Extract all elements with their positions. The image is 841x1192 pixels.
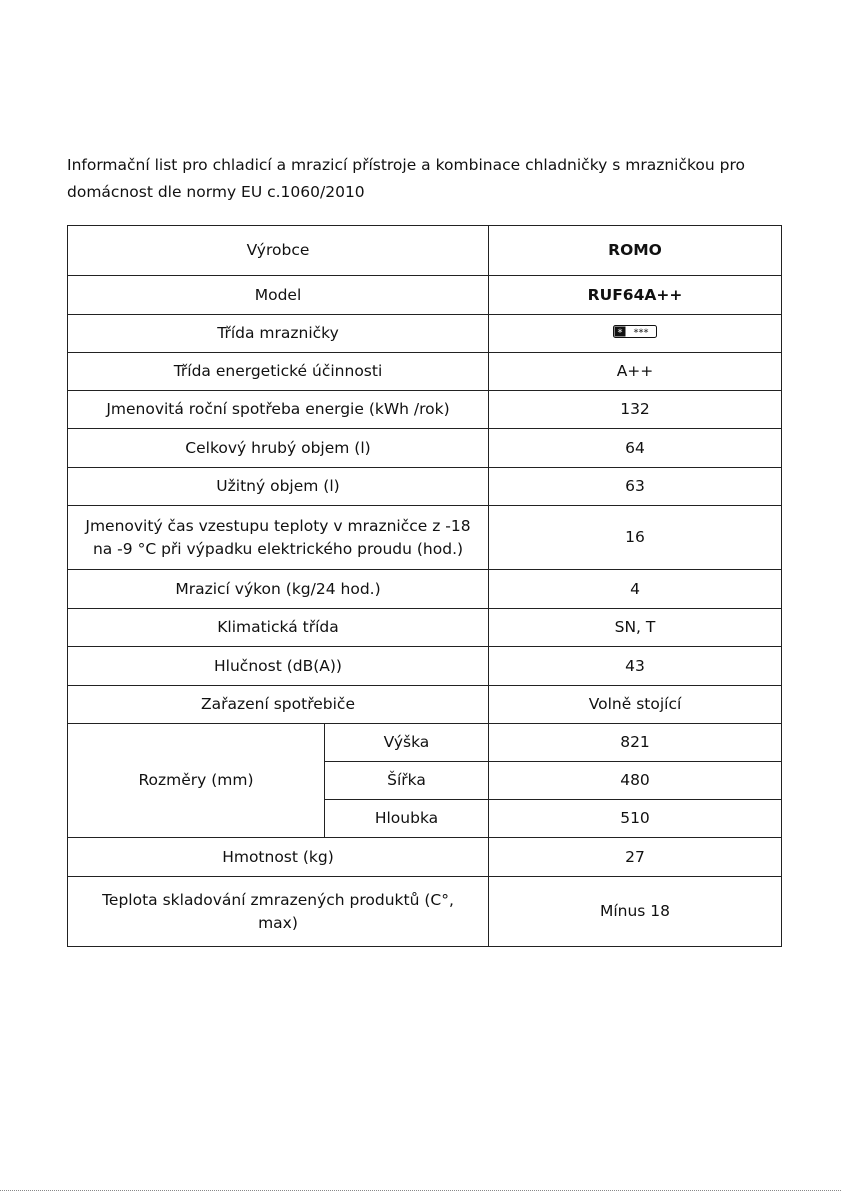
value-annual-consumption: 132: [489, 391, 782, 429]
label-annual-consumption: Jmenovitá roční spotřeba energie (kWh /rok): [68, 391, 489, 429]
intro-line-1: Informační list pro chladicí a mrazicí přístroje a kombinace chladničky s mrazničkou pro: [67, 156, 746, 174]
label-storage-line-1: Teplota skladování zmrazených produktů (C°,: [102, 890, 454, 909]
table-row: [68, 506, 782, 570]
table-row: [68, 276, 782, 315]
table-row: [68, 226, 782, 276]
table-row: [68, 570, 782, 609]
value-climate-class: SN, T: [489, 609, 782, 647]
label-depth: Hloubka: [325, 800, 489, 838]
value-usable-volume: 63: [489, 468, 782, 506]
value-temperature-rise-time: 16: [489, 506, 782, 570]
label-storage-temperature: [68, 877, 489, 947]
label-temperature-rise-line-1: Jmenovitý čas vzestupu teploty v mrazničce z -18: [85, 516, 471, 535]
value-freezing-capacity: 4: [489, 570, 782, 609]
table-row: [68, 838, 782, 877]
label-manufacturer: Výrobce: [68, 226, 489, 276]
spec-table: [67, 225, 782, 947]
value-model: RUF64A++: [489, 276, 782, 315]
table-row: [68, 647, 782, 686]
value-depth: 510: [489, 800, 782, 838]
label-model: Model: [68, 276, 489, 315]
table-row: [68, 353, 782, 391]
value-appliance-type: Volně stojící: [489, 686, 782, 724]
label-temperature-rise-line-2: na -9 °C při výpadku elektrického proudu (hod.): [92, 539, 464, 558]
four-star-freezer-icon: [613, 322, 657, 345]
value-height: 821: [489, 724, 782, 762]
value-storage-temperature: Mínus 18: [489, 877, 782, 947]
label-dimensions: Rozměry (mm): [68, 724, 325, 838]
intro-text: [67, 152, 787, 206]
label-noise: Hlučnost (dB(A)): [68, 647, 489, 686]
value-gross-volume: 64: [489, 429, 782, 468]
label-usable-volume: Užitný objem (l): [68, 468, 489, 506]
label-gross-volume: Celkový hrubý objem (l): [68, 429, 489, 468]
table-row: [68, 609, 782, 647]
table-row: [68, 724, 782, 762]
label-climate-class: Klimatická třída: [68, 609, 489, 647]
svg-text:*: *: [617, 327, 623, 338]
label-width: Šířka: [325, 762, 489, 800]
table-row: [68, 315, 782, 353]
label-temperature-rise-time: [68, 506, 489, 570]
table-row: [68, 429, 782, 468]
label-energy-class: Třída energetické účinnosti: [68, 353, 489, 391]
label-height: Výška: [325, 724, 489, 762]
bottom-dotted-edge: [0, 1190, 841, 1191]
table-row: [68, 391, 782, 429]
label-weight: Hmotnost (kg): [68, 838, 489, 877]
value-weight: 27: [489, 838, 782, 877]
label-storage-line-2: max): [258, 913, 298, 932]
table-row: [68, 877, 782, 947]
value-width: 480: [489, 762, 782, 800]
intro-line-2: domácnost dle normy EU c.1060/2010: [67, 183, 365, 201]
value-noise: 43: [489, 647, 782, 686]
label-appliance-type: Zařazení spotřebiče: [68, 686, 489, 724]
label-freezing-capacity: Mrazicí výkon (kg/24 hod.): [68, 570, 489, 609]
label-freezer-class: Třída mrazničky: [68, 315, 489, 353]
svg-text:***: ***: [633, 327, 649, 338]
value-freezer-class: [489, 315, 782, 353]
table-row: [68, 686, 782, 724]
value-manufacturer: ROMO: [489, 226, 782, 276]
value-energy-class: A++: [489, 353, 782, 391]
table-row: [68, 468, 782, 506]
